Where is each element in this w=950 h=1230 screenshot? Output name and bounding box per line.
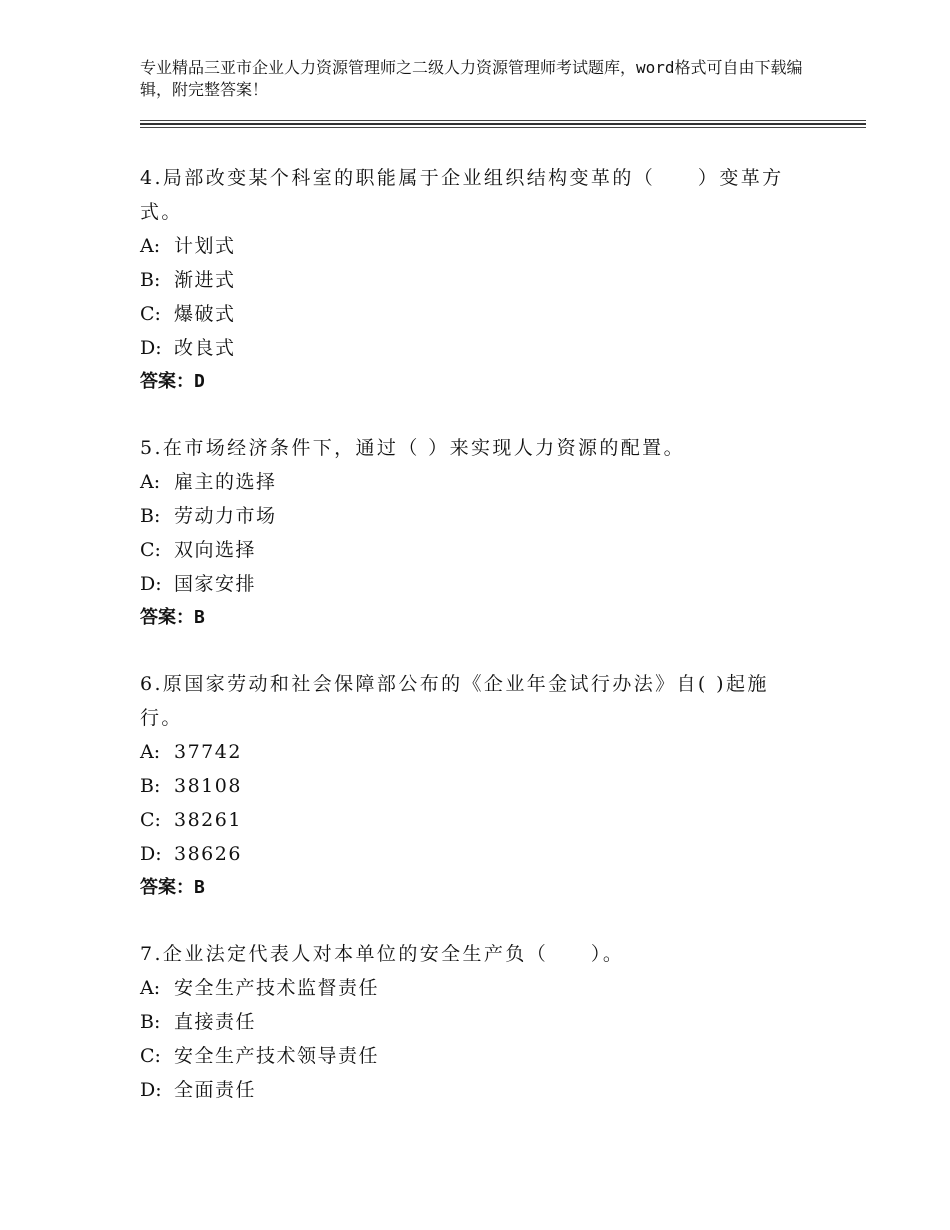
option-text: 国家安排 — [174, 573, 257, 595]
option-text: 劳动力市场 — [174, 505, 277, 527]
option-text: 安全生产技术领导责任 — [174, 1045, 380, 1067]
option-key: C: — [140, 809, 161, 831]
option-key: A: — [140, 235, 161, 257]
option-text: 渐进式 — [174, 269, 236, 291]
option-b — [140, 499, 810, 533]
option-text: 38108 — [174, 775, 242, 797]
option-a — [140, 229, 810, 263]
answer-line: 答案：B — [140, 877, 205, 898]
question-7 — [140, 937, 810, 1107]
option-b — [140, 769, 810, 803]
document-header: 专业精品三亚市企业人力资源管理师之二级人力资源管理师考试题库，word格式可自由下载编辑，附完整答案！ — [140, 58, 803, 99]
option-b — [140, 263, 810, 297]
option-text: 双向选择 — [174, 539, 257, 561]
question-stem: 7.企业法定代表人对本单位的安全生产负（ ）。 — [140, 943, 625, 965]
question-6 — [140, 667, 810, 905]
option-text: 雇主的选择 — [174, 471, 277, 493]
option-text: 计划式 — [174, 235, 236, 257]
option-key: D: — [140, 337, 162, 359]
option-key: D: — [140, 843, 162, 865]
option-key: B: — [140, 269, 161, 291]
header-divider-bottom — [140, 127, 866, 128]
question-stem: 5.在市场经济条件下，通过（ ）来实现人力资源的配置。 — [140, 437, 685, 459]
option-text: 38261 — [174, 809, 242, 831]
header-divider-middle — [140, 123, 866, 125]
question-stem: 4.局部改变某个科室的职能属于企业组织结构变革的（ ）变革方式。 — [140, 167, 784, 223]
option-a — [140, 465, 810, 499]
option-d — [140, 331, 810, 365]
option-d — [140, 837, 810, 871]
option-text: 全面责任 — [174, 1079, 257, 1101]
option-key: C: — [140, 1045, 161, 1067]
question-list — [140, 161, 810, 1139]
option-text: 直接责任 — [174, 1011, 257, 1033]
question-5 — [140, 431, 810, 635]
option-key: B: — [140, 775, 161, 797]
option-key: D: — [140, 573, 162, 595]
option-text: 改良式 — [174, 337, 236, 359]
option-c — [140, 533, 810, 567]
option-key: B: — [140, 1011, 161, 1033]
option-c — [140, 803, 810, 837]
option-b — [140, 1005, 810, 1039]
option-key: A: — [140, 977, 161, 999]
option-key: C: — [140, 303, 161, 325]
option-text: 37742 — [174, 741, 242, 763]
option-text: 爆破式 — [174, 303, 236, 325]
option-a — [140, 735, 810, 769]
question-stem: 6.原国家劳动和社会保障部公布的《企业年金试行办法》自( )起施行。 — [140, 673, 769, 729]
option-key: C: — [140, 539, 161, 561]
option-c — [140, 1039, 810, 1073]
question-4 — [140, 161, 810, 399]
option-d — [140, 567, 810, 601]
option-key: A: — [140, 471, 161, 493]
option-c — [140, 297, 810, 331]
option-a — [140, 971, 810, 1005]
option-key: A: — [140, 741, 161, 763]
option-text: 安全生产技术监督责任 — [174, 977, 380, 999]
answer-line: 答案：B — [140, 607, 205, 628]
option-key: B: — [140, 505, 161, 527]
option-text: 38626 — [174, 843, 242, 865]
option-key: D: — [140, 1079, 162, 1101]
header-divider-top — [140, 120, 866, 121]
option-d — [140, 1073, 810, 1107]
answer-line: 答案：D — [140, 371, 205, 392]
